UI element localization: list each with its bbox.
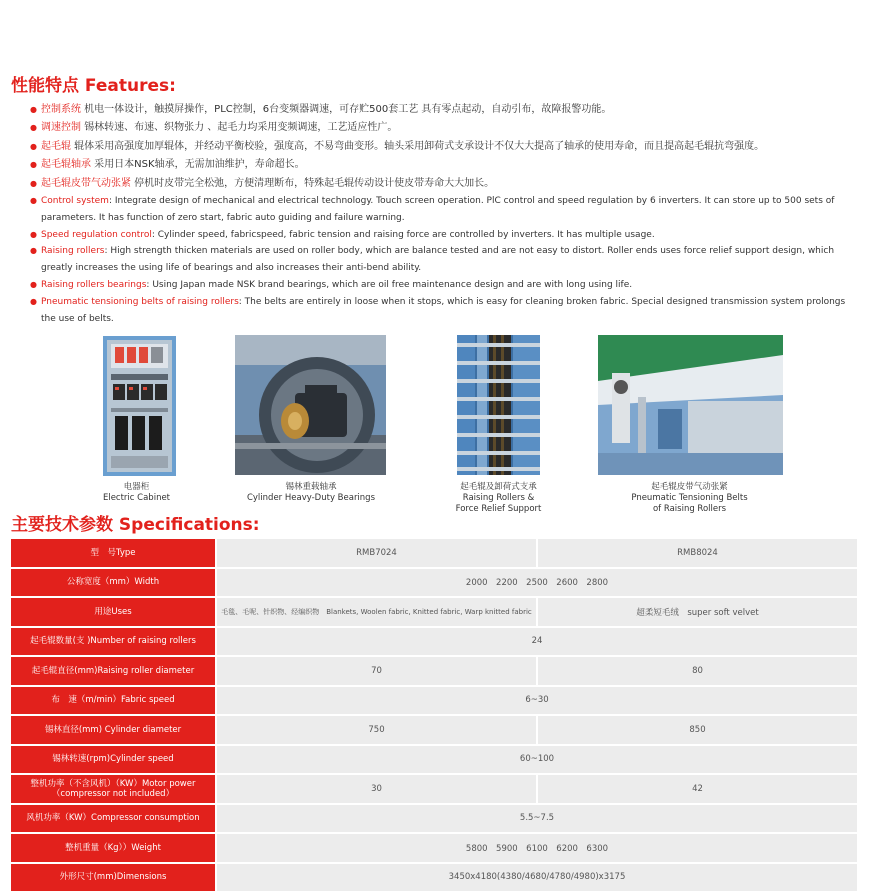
spec-row (11, 805, 857, 833)
spec-label: 锡林直径(mm) Cylinder diameter (11, 716, 215, 744)
spec-value: 毛毯、毛呢、针织物、经编织物 Blankets, Woolen fabric, Knitted fabric, Warp knitted fabric (215, 598, 536, 626)
caption-cn: 起毛辊皮带气动张紧 (651, 482, 728, 492)
spec-label: 外形尺寸(mm)Dimensions (11, 864, 215, 892)
feature-text: : Cylinder speed, fabricspeed, fabric tension and raising force are controlled by inverters. It has multiple usage. (151, 229, 655, 240)
feature-item (30, 175, 862, 193)
features-list-english (30, 193, 862, 327)
spec-row (11, 628, 857, 656)
feature-text: : Using Japan made NSK brand bearings, which are oil free maintenance design and are with long using life. (146, 279, 633, 290)
caption-en: Raising Rollers & (462, 493, 535, 503)
spec-value: 2000 2200 2500 2600 2800 (215, 569, 857, 597)
feature-label: Pneumatic tensioning belts of raising rollers (41, 296, 239, 307)
feature-label: 调速控制 (41, 122, 81, 134)
caption-raising-rollers (441, 482, 556, 515)
features-list-chinese (30, 101, 862, 193)
spec-value: RMB7024 (215, 539, 536, 567)
cylinder-bearing-photo (235, 335, 386, 475)
spec-row (11, 716, 857, 744)
spec-row (11, 864, 857, 892)
feature-label: Raising rollers (41, 246, 105, 257)
spec-value: 24 (215, 628, 857, 656)
feature-item (30, 227, 862, 244)
spec-row (11, 746, 857, 774)
spec-value: 3450x4180(4380/4680/4780/4980)x3175 (215, 864, 857, 892)
feature-text: 辊体采用高强度加厚辊体，并经动平衡校验，强度高，不易弯曲变形。轴头采用卸荷式支承设计不仅大大提高了轴承的使用寿命，而且提高起毛辊抗弯强度。 (71, 140, 765, 152)
feature-text: 停机时皮带完全松弛，方便清理断布，特殊起毛辊传动设计使皮带寿命大大加长。 (131, 177, 495, 189)
spec-row (11, 598, 857, 626)
electric-cabinet-photo (103, 336, 176, 476)
spec-label: 型 号Type (11, 539, 215, 567)
feature-label: Raising rollers bearings (41, 279, 147, 290)
feature-label: 起毛辊轴承 (41, 159, 91, 171)
raising-rollers-photo (457, 335, 540, 475)
spec-label: 公称宽度（mm）Width (11, 569, 215, 597)
feature-item (30, 193, 862, 227)
spec-label: 风机功率（KW）Compressor consumption (11, 805, 215, 833)
spec-row (11, 687, 857, 715)
spec-value: 80 (536, 657, 857, 685)
feature-text: 锡林转速、布速、织物张力 、起毛力均采用变频调速，工艺适应性广。 (81, 122, 398, 134)
spec-value: 5800 5900 6100 6200 6300 (215, 834, 857, 862)
spec-value: 超柔短毛绒 super soft velvet (536, 598, 857, 626)
caption-en: Pneumatic Tensioning Belts (631, 493, 748, 503)
caption-cn: 电器柜 (123, 482, 150, 492)
spec-value: 42 (536, 775, 857, 803)
feature-label: Control system (41, 196, 109, 206)
caption-en: of Raising Rollers (652, 504, 727, 514)
feature-item (30, 294, 862, 328)
caption-cn: 锡林重载轴承 (285, 482, 337, 492)
feature-item (30, 243, 862, 277)
spec-value: 850 (536, 716, 857, 744)
feature-item (30, 277, 862, 294)
spec-value: 750 (215, 716, 536, 744)
feature-label: Speed regulation control (41, 229, 152, 240)
spec-label: 起毛辊数量(支 )Number of raising rollers (11, 628, 215, 656)
feature-item (30, 156, 862, 174)
spec-row (11, 539, 857, 567)
feature-text: 采用日本NSK轴承，无需加油维护，寿命超长。 (91, 159, 305, 171)
feature-text: : The belts are entirely in loose when it stops, which is easy for cleaning broken fabric. Special designed transmission system prolongs the use of belts. (41, 296, 846, 324)
caption-en: Electric Cabinet (102, 493, 171, 503)
feature-label: 控制系统 (41, 104, 81, 115)
feature-item (30, 101, 862, 119)
caption-pneumatic-tensioning (622, 482, 757, 515)
spec-value: 70 (215, 657, 536, 685)
feature-item (30, 138, 862, 156)
feature-label: 起毛辊皮带气动张紧 (41, 177, 131, 189)
caption-electric-cabinet (89, 482, 184, 504)
specifications-heading: 主要技术参数 Specifications: (11, 515, 260, 535)
features-heading: 性能特点 Features: (11, 76, 176, 96)
pneumatic-tensioning-photo (598, 335, 783, 475)
spec-value: RMB8024 (536, 539, 857, 567)
spec-row (11, 775, 857, 803)
caption-cylinder-bearings (231, 482, 391, 504)
spec-label: 布 速（m/min）Fabric speed (11, 687, 215, 715)
spec-label: 整机重量（Kg））Weight (11, 834, 215, 862)
feature-text: : Integrate design of mechanical and electrical technology. Touch screen operation. PlC control and speed regulation by 6 inverters. It can store up to 500 sets of parameters. It has function of zero start, fabric auto guiding and failure warning. (41, 196, 835, 223)
spec-value: 30 (215, 775, 536, 803)
feature-text: 机电一体设计，触摸屏操作，PLC控制，6台变频器调速，可存贮500套工艺 具有零点起动，自动引布，故障报警功能。 (81, 104, 612, 115)
caption-en: Force Relief Support (455, 504, 542, 514)
spec-value: 60~100 (215, 746, 857, 774)
feature-item (30, 119, 862, 137)
spec-value: 6~30 (215, 687, 857, 715)
spec-row (11, 569, 857, 597)
specifications-table (11, 537, 857, 893)
feature-label: 起毛辊 (41, 140, 71, 152)
caption-cn: 起毛辊及卸荷式支承 (460, 482, 537, 492)
spec-label: 起毛辊直径(mm)Raising roller diameter (11, 657, 215, 685)
caption-en: Cylinder Heavy-Duty Bearings (246, 493, 376, 503)
feature-text: : High strength thicken materials are used on roller body, which are balance tested and are not easy to distort. Roller ends uses force relief support design, which greatly increases the using life of bearings and also increases their anti-bend ability. (41, 246, 835, 274)
spec-label: 锡林转速(rpm)Cylinder speed (11, 746, 215, 774)
spec-row (11, 657, 857, 685)
spec-value: 5.5~7.5 (215, 805, 857, 833)
spec-label: 用途Uses (11, 598, 215, 626)
spec-row (11, 834, 857, 862)
spec-label: 整机功率（不含风机）（KW）Motor power （compressor not included） (11, 775, 215, 803)
